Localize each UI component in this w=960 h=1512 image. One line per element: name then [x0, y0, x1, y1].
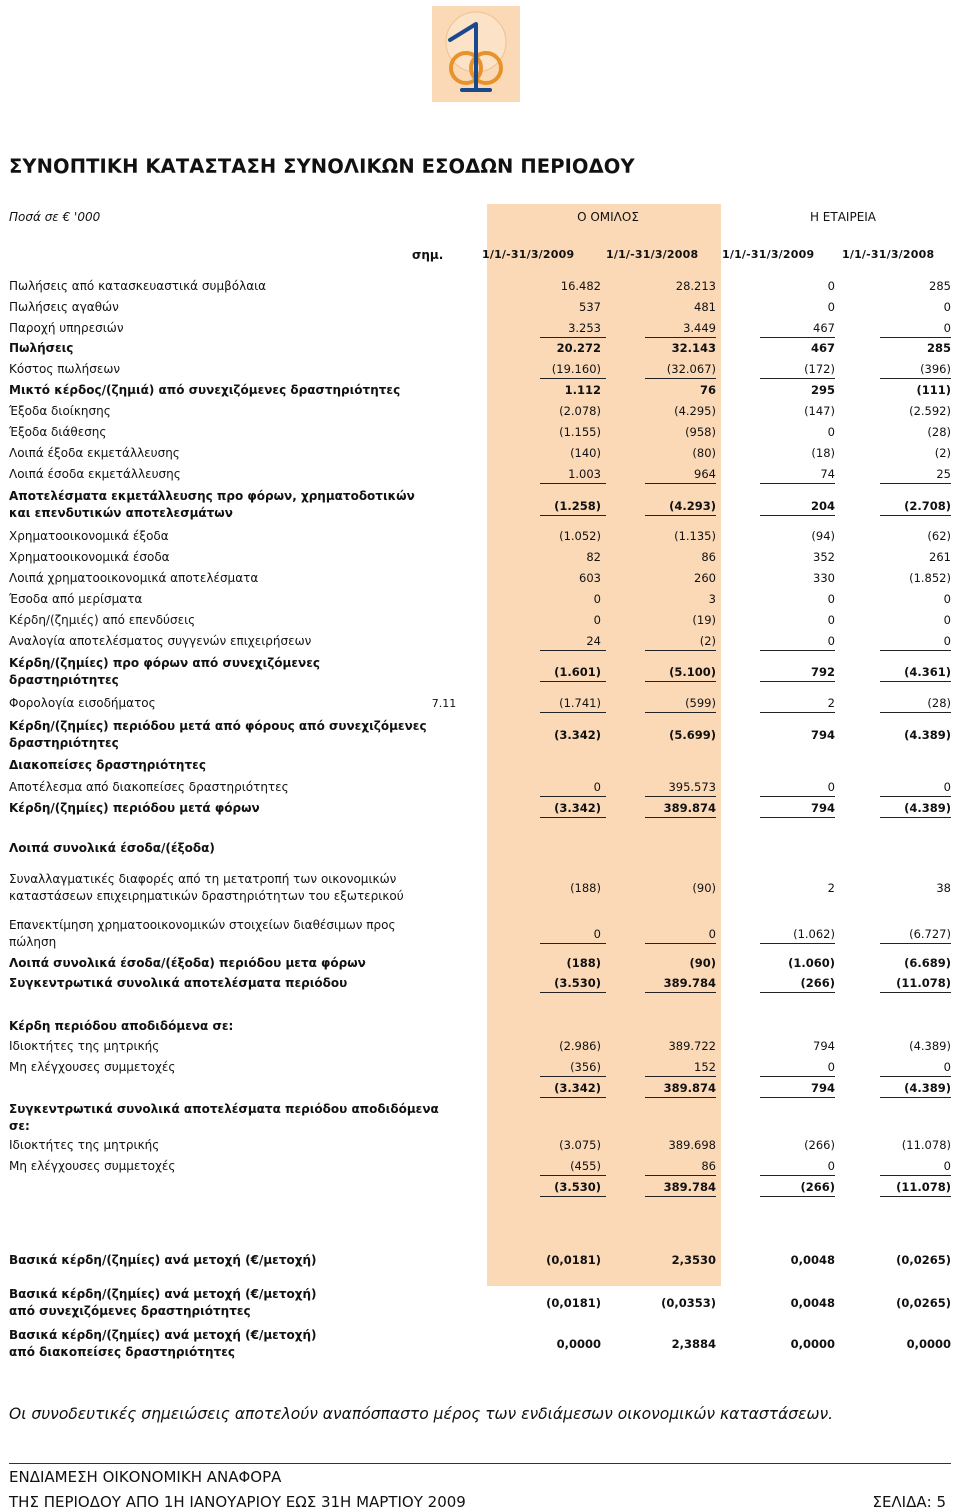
row-value-col-3: 2 — [827, 696, 835, 710]
row-value-col-1: (1.052) — [559, 529, 601, 543]
row-value-col-2: 389.784 — [663, 1180, 716, 1194]
row-label: Παροχή υπηρεσιών — [9, 321, 124, 335]
row-value-col-3: 467 — [810, 341, 835, 355]
total-underline — [540, 1196, 606, 1197]
row-value-col-2: 481 — [694, 300, 716, 314]
total-underline — [645, 1097, 716, 1098]
row-value-col-4: 38 — [936, 881, 951, 895]
total-underline — [645, 1175, 716, 1176]
row-value-col-4: 285 — [929, 279, 951, 293]
total-underline — [760, 1076, 835, 1077]
row-value-col-2: 260 — [694, 571, 716, 585]
row-label: Λοιπά έξοδα εκμετάλλευσης — [9, 446, 180, 460]
total-underline — [880, 1196, 951, 1197]
row-value-col-4: (2.592) — [909, 404, 951, 418]
footnote: Οι συνοδευτικές σημειώσεις αποτελούν αναπόσπαστο μέρος των ενδιάμεσων οικονομικών καταστάσεων. — [9, 1405, 834, 1423]
row-value-col-1: 1.112 — [564, 383, 601, 397]
total-underline — [645, 378, 716, 379]
page-title: ΣΥΝΟΠΤΙΚΗ ΚΑΤΑΣΤΑΣΗ ΣΥΝΟΛΙΚΩΝ ΕΣΟΔΩΝ ΠΕΡΙΟΔΟΥ — [9, 155, 635, 178]
row-value-col-1: (455) — [570, 1159, 601, 1173]
total-underline — [645, 1196, 716, 1197]
note-column-header: σημ. — [412, 248, 444, 262]
row-value-col-4: 0 — [943, 592, 951, 606]
row-value-col-3: (94) — [811, 529, 835, 543]
row-value-col-2: 86 — [701, 550, 716, 564]
row-value-col-2: 389.784 — [663, 976, 716, 990]
total-underline — [760, 796, 835, 797]
row-value-col-3: 0 — [827, 425, 835, 439]
row-value-col-1: (188) — [566, 956, 601, 970]
row-label: Χρηματοοικονομικά έσοδα — [9, 550, 170, 564]
row-label: Λοιπά χρηματοοικονομικά αποτελέσματα — [9, 571, 259, 585]
row-value-col-3: (18) — [811, 446, 835, 460]
row-value-col-3: (172) — [804, 362, 835, 376]
row-value-col-1: 603 — [579, 571, 601, 585]
row-value-col-2: (80) — [692, 446, 716, 460]
row-value-col-2: 2,3884 — [671, 1337, 716, 1351]
row-value-col-3: 2 — [827, 881, 835, 895]
total-underline — [540, 1175, 606, 1176]
currency-note: Ποσά σε € '000 — [9, 210, 101, 224]
row-label: Μη ελέγχουσες συμμετοχές — [9, 1060, 176, 1074]
row-value-col-4: (62) — [927, 529, 951, 543]
period-header-group-2008: 1/1/-31/3/2008 — [606, 248, 699, 261]
row-value-col-4: 0 — [943, 1159, 951, 1173]
row-value-col-3: 0 — [827, 634, 835, 648]
total-underline — [880, 483, 951, 484]
total-underline — [880, 681, 951, 682]
row-label: Ιδιοκτήτες της μητρικής — [9, 1138, 160, 1152]
company-logo — [432, 6, 520, 102]
row-value-col-2: 2,3530 — [671, 1253, 716, 1267]
row-value-col-1: (0,0181) — [546, 1296, 601, 1310]
row-value-col-1: (1.155) — [559, 425, 601, 439]
row-value-col-1: 82 — [586, 550, 601, 564]
total-underline — [540, 681, 606, 682]
row-value-col-3: 0,0048 — [790, 1253, 835, 1267]
row-value-col-1: 24 — [586, 634, 601, 648]
row-label: Κέρδη/(ζημίες) προ φόρων από συνεχιζόμενες — [9, 656, 321, 670]
row-value-col-1: 20.272 — [556, 341, 601, 355]
total-underline — [880, 817, 951, 818]
row-value-col-1: 537 — [579, 300, 601, 314]
row-value-col-2: (4.295) — [674, 404, 716, 418]
row-value-col-1: (3.342) — [554, 728, 601, 742]
total-underline — [645, 992, 716, 993]
total-underline — [880, 1175, 951, 1176]
row-value-col-1: (2.078) — [559, 404, 601, 418]
row-value-col-1: (2.986) — [559, 1039, 601, 1053]
row-value-col-3: 792 — [810, 665, 835, 679]
row-value-col-3: 794 — [810, 801, 835, 815]
row-value-col-3: (1.060) — [788, 956, 835, 970]
total-underline — [645, 681, 716, 682]
row-value-col-4: (6.727) — [909, 927, 951, 941]
row-value-col-1: (1.601) — [554, 665, 601, 679]
row-label: Έξοδα διοίκησης — [9, 404, 111, 418]
row-label: Πωλήσεις αγαθών — [9, 300, 119, 314]
page-number: ΣΕΛΙΔΑ: 5 — [872, 1493, 946, 1511]
row-label: Κέρδη/(ζημίες) περιόδου μετά φόρων — [9, 801, 260, 815]
row-value-col-1: (3.075) — [559, 1138, 601, 1152]
row-value-col-2: (32.067) — [666, 362, 716, 376]
total-underline — [645, 337, 716, 338]
row-note-ref: 7.11 — [431, 697, 457, 710]
row-value-col-4: 0 — [943, 634, 951, 648]
total-underline — [540, 483, 606, 484]
total-underline — [645, 515, 716, 516]
row-value-col-2: (2) — [699, 634, 716, 648]
total-underline — [645, 483, 716, 484]
row-value-col-3: 0,0048 — [790, 1296, 835, 1310]
row-label: Βασικά κέρδη/(ζημίες) ανά μετοχή (€/μετοχή) — [9, 1328, 317, 1342]
total-underline — [540, 943, 606, 944]
row-value-col-3: 204 — [810, 499, 835, 513]
row-label: Αναλογία αποτελέσματος συγγενών επιχειρήσεων — [9, 634, 312, 648]
row-label-continued: από συνεχιζόμενες δραστηριότητες — [9, 1304, 251, 1318]
group-header: Ο ΟΜΙΛΟΣ — [577, 210, 639, 224]
row-value-col-3: 0 — [827, 1159, 835, 1173]
row-value-col-4: (4.389) — [904, 728, 951, 742]
row-value-col-1: (3.342) — [554, 1081, 601, 1095]
row-value-col-3: 0 — [827, 613, 835, 627]
row-value-col-3: 0 — [827, 279, 835, 293]
row-value-col-1: (1.741) — [559, 696, 601, 710]
total-underline — [645, 943, 716, 944]
row-value-col-3: 0,0000 — [790, 1337, 835, 1351]
row-value-col-3: 794 — [813, 1039, 835, 1053]
total-underline — [880, 515, 951, 516]
row-value-col-2: (90) — [689, 956, 716, 970]
total-underline — [760, 483, 835, 484]
row-value-col-3: 0 — [827, 1060, 835, 1074]
total-underline — [880, 337, 951, 338]
row-label: Διακοπείσες δραστηριότητες — [9, 758, 206, 772]
total-underline — [760, 1097, 835, 1098]
row-value-col-4: 0,0000 — [906, 1337, 951, 1351]
row-value-col-2: (19) — [692, 613, 716, 627]
row-value-col-3: (1.062) — [793, 927, 835, 941]
row-value-col-1: (0,0181) — [546, 1253, 601, 1267]
row-value-col-4: (396) — [920, 362, 951, 376]
total-underline — [760, 337, 835, 338]
total-underline — [880, 796, 951, 797]
total-underline — [880, 943, 951, 944]
total-underline — [760, 378, 835, 379]
footer-period: ΤΗΣ ΠΕΡΙΟΔΟΥ ΑΠΟ 1Η ΙΑΝΟΥΑΡΙΟΥ ΕΩΣ 31Η ΜΑΡΤΙΟΥ 2009 — [9, 1493, 466, 1511]
row-value-col-1: 0 — [593, 927, 601, 941]
row-label: Μη ελέγχουσες συμμετοχές — [9, 1159, 176, 1173]
row-label: Λοιπά συνολικά έσοδα/(έξοδα) περιόδου μετα φόρων — [9, 956, 366, 970]
row-label: Μικτό κέρδος/(ζημιά) από συνεχιζόμενες δραστηριότητες — [9, 383, 401, 397]
row-value-col-2: 0 — [708, 927, 716, 941]
row-label: Κέρδη/(ζημίες) περιόδου μετά από φόρους από συνεχιζόμενες — [9, 719, 427, 733]
total-underline — [540, 378, 606, 379]
row-label: Έσοδα από μερίσματα — [9, 592, 143, 606]
row-value-col-3: 0 — [827, 592, 835, 606]
row-value-col-2: 32.143 — [671, 341, 716, 355]
total-underline — [880, 650, 951, 651]
row-value-col-4: (0,0265) — [896, 1253, 951, 1267]
row-value-col-4: (28) — [927, 696, 951, 710]
row-value-col-2: 389.698 — [668, 1138, 716, 1152]
row-value-col-4: 261 — [929, 550, 951, 564]
total-underline — [880, 1076, 951, 1077]
row-value-col-2: 76 — [699, 383, 716, 397]
row-value-col-3: (266) — [800, 1180, 835, 1194]
row-label: Συγκεντρωτικά συνολικά αποτελέσματα περιόδου αποδιδόμενα — [9, 1102, 439, 1116]
row-value-col-3: (147) — [804, 404, 835, 418]
row-value-col-2: (90) — [692, 881, 716, 895]
row-label: Πωλήσεις — [9, 341, 74, 355]
total-underline — [880, 712, 951, 713]
total-underline — [760, 681, 835, 682]
row-value-col-4: (11.078) — [896, 976, 951, 990]
row-value-col-3: 295 — [810, 383, 835, 397]
row-value-col-2: (599) — [685, 696, 716, 710]
row-value-col-3: 330 — [813, 571, 835, 585]
row-value-col-3: 794 — [810, 1081, 835, 1095]
row-value-col-4: (28) — [927, 425, 951, 439]
row-value-col-1: (356) — [570, 1060, 601, 1074]
total-underline — [540, 337, 606, 338]
total-underline — [760, 650, 835, 651]
row-value-col-4: (11.078) — [901, 1138, 951, 1152]
row-value-col-1: (140) — [570, 446, 601, 460]
total-underline — [760, 1196, 835, 1197]
row-value-col-2: 389.874 — [663, 801, 716, 815]
total-underline — [540, 817, 606, 818]
row-value-col-2: 28.213 — [675, 279, 716, 293]
row-value-col-4: (2.708) — [904, 499, 951, 513]
row-label: Κέρδη περιόδου αποδιδόμενα σε: — [9, 1019, 234, 1033]
period-header-company-2008: 1/1/-31/3/2008 — [842, 248, 935, 261]
row-value-col-3: 794 — [810, 728, 835, 742]
row-value-col-4: (4.389) — [909, 1039, 951, 1053]
row-value-col-4: 0 — [943, 780, 951, 794]
row-value-col-2: (4.293) — [669, 499, 716, 513]
row-value-col-2: 152 — [694, 1060, 716, 1074]
row-label: Λοιπά συνολικά έσοδα/(έξοδα) — [9, 841, 215, 855]
row-value-col-1: 3.253 — [568, 321, 601, 335]
row-value-col-3: 0 — [827, 300, 835, 314]
row-value-col-2: (0,0353) — [661, 1296, 716, 1310]
company-header: Η ΕΤΑΙΡΕΙΑ — [809, 210, 877, 224]
row-label: Βασικά κέρδη/(ζημίες) ανά μετοχή (€/μετοχή) — [9, 1287, 317, 1301]
row-label: Βασικά κέρδη/(ζημίες) ανά μετοχή (€/μετοχή) — [9, 1253, 317, 1267]
row-value-col-1: 16.482 — [560, 279, 601, 293]
row-value-col-1: (19.160) — [551, 362, 601, 376]
total-underline — [540, 1076, 606, 1077]
total-underline — [880, 992, 951, 993]
total-underline — [540, 992, 606, 993]
row-value-col-1: 0 — [593, 592, 601, 606]
row-label-continued: δραστηριότητες — [9, 736, 119, 750]
row-value-col-3: 352 — [813, 550, 835, 564]
row-label-continued: καταστάσεων επιχειρηματικών δραστηριότητων του εξωτερικού — [9, 889, 404, 903]
total-underline — [540, 796, 606, 797]
row-value-col-4: (4.389) — [904, 1081, 951, 1095]
row-value-col-1: (3.530) — [554, 1180, 601, 1194]
row-label: Φορολογία εισοδήματος — [9, 696, 156, 710]
row-value-col-2: (1.135) — [674, 529, 716, 543]
total-underline — [645, 1076, 716, 1077]
total-underline — [760, 943, 835, 944]
row-value-col-1: (1.258) — [554, 499, 601, 513]
row-value-col-4: (4.361) — [904, 665, 951, 679]
row-value-col-4: (2) — [934, 446, 951, 460]
row-value-col-1: (188) — [570, 881, 601, 895]
period-header-group-2009: 1/1/-31/3/2009 — [482, 248, 575, 261]
row-value-col-1: 1.003 — [568, 467, 601, 481]
row-label: Λοιπά έσοδα εκμετάλλευσης — [9, 467, 181, 481]
row-label-continued: και επενδυτικών αποτελεσμάτων — [9, 506, 233, 520]
period-header-company-2009: 1/1/-31/3/2009 — [722, 248, 815, 261]
total-underline — [880, 378, 951, 379]
row-value-col-2: 3 — [708, 592, 716, 606]
row-label: Κόστος πωλήσεων — [9, 362, 121, 376]
row-value-col-4: (1.852) — [909, 571, 951, 585]
total-underline — [760, 992, 835, 993]
row-value-col-3: 74 — [820, 467, 835, 481]
row-value-col-1: 0 — [593, 780, 601, 794]
row-label: Πωλήσεις από κατασκευαστικά συμβόλαια — [9, 279, 267, 293]
row-value-col-2: (5.699) — [669, 728, 716, 742]
footer-report-title: ΕΝΔΙΑΜΕΣΗ ΟΙΚΟΝΟΜΙΚΗ ΑΝΑΦΟΡΑ — [9, 1468, 282, 1486]
row-value-col-1: 0 — [593, 613, 601, 627]
row-label: Συναλλαγματικές διαφορές από τη μετατροπή των οικονομικών — [9, 872, 397, 886]
row-label-continued: πώληση — [9, 935, 57, 949]
total-underline — [540, 650, 606, 651]
row-label: Ιδιοκτήτες της μητρικής — [9, 1039, 160, 1053]
row-value-col-4: (0,0265) — [896, 1296, 951, 1310]
row-value-col-4: 0 — [943, 1060, 951, 1074]
row-value-col-2: 389.722 — [668, 1039, 716, 1053]
row-label: Συγκεντρωτικά συνολικά αποτελέσματα περιόδου — [9, 976, 348, 990]
total-underline — [645, 650, 716, 651]
row-value-col-3: 467 — [813, 321, 835, 335]
row-label: Επανεκτίμηση χρηματοοικονομικών στοιχείων διαθέσιμων προς — [9, 918, 396, 932]
total-underline — [645, 712, 716, 713]
row-label: Χρηματοοικονομικά έξοδα — [9, 529, 169, 543]
total-underline — [540, 712, 606, 713]
row-value-col-4: (4.389) — [904, 801, 951, 815]
row-label: Αποτελέσματα εκμετάλλευσης προ φόρων, χρηματοδοτικών — [9, 489, 415, 503]
total-underline — [760, 1175, 835, 1176]
row-value-col-2: 86 — [701, 1159, 716, 1173]
row-value-col-2: 395.573 — [668, 780, 716, 794]
row-value-col-2: 3.449 — [683, 321, 716, 335]
row-label-continued: από διακοπείσες δραστηριότητες — [9, 1345, 236, 1359]
row-value-col-4: (6.689) — [904, 956, 951, 970]
row-value-col-1: (3.342) — [554, 801, 601, 815]
total-underline — [760, 515, 835, 516]
row-value-col-4: 285 — [926, 341, 951, 355]
row-value-col-4: 0 — [943, 321, 951, 335]
row-value-col-1: (3.530) — [554, 976, 601, 990]
total-underline — [645, 796, 716, 797]
row-value-col-3: (266) — [804, 1138, 835, 1152]
row-value-col-4: (11.078) — [896, 1180, 951, 1194]
row-label: Έξοδα διάθεσης — [9, 425, 107, 439]
row-value-col-1: 0,0000 — [556, 1337, 601, 1351]
footer-divider — [9, 1463, 951, 1464]
total-underline — [880, 1097, 951, 1098]
total-underline — [540, 515, 606, 516]
row-value-col-3: 0 — [827, 780, 835, 794]
row-value-col-3: (266) — [800, 976, 835, 990]
row-value-col-4: 0 — [943, 300, 951, 314]
row-value-col-2: 389.874 — [663, 1081, 716, 1095]
row-value-col-4: 0 — [943, 613, 951, 627]
row-label: Κέρδη/(ζημιές) από επενδύσεις — [9, 613, 196, 627]
row-value-col-2: (958) — [685, 425, 716, 439]
row-value-col-4: (111) — [916, 383, 951, 397]
row-label: Αποτέλεσμα από διακοπείσες δραστηριότητες — [9, 780, 289, 794]
total-underline — [760, 712, 835, 713]
row-value-col-2: 964 — [694, 467, 716, 481]
row-label-continued: δραστηριότητες — [9, 673, 119, 687]
total-underline — [645, 817, 716, 818]
row-value-col-4: 25 — [936, 467, 951, 481]
total-underline — [540, 1097, 606, 1098]
row-value-col-2: (5.100) — [669, 665, 716, 679]
total-underline — [760, 817, 835, 818]
row-label-continued: σε: — [9, 1119, 30, 1133]
